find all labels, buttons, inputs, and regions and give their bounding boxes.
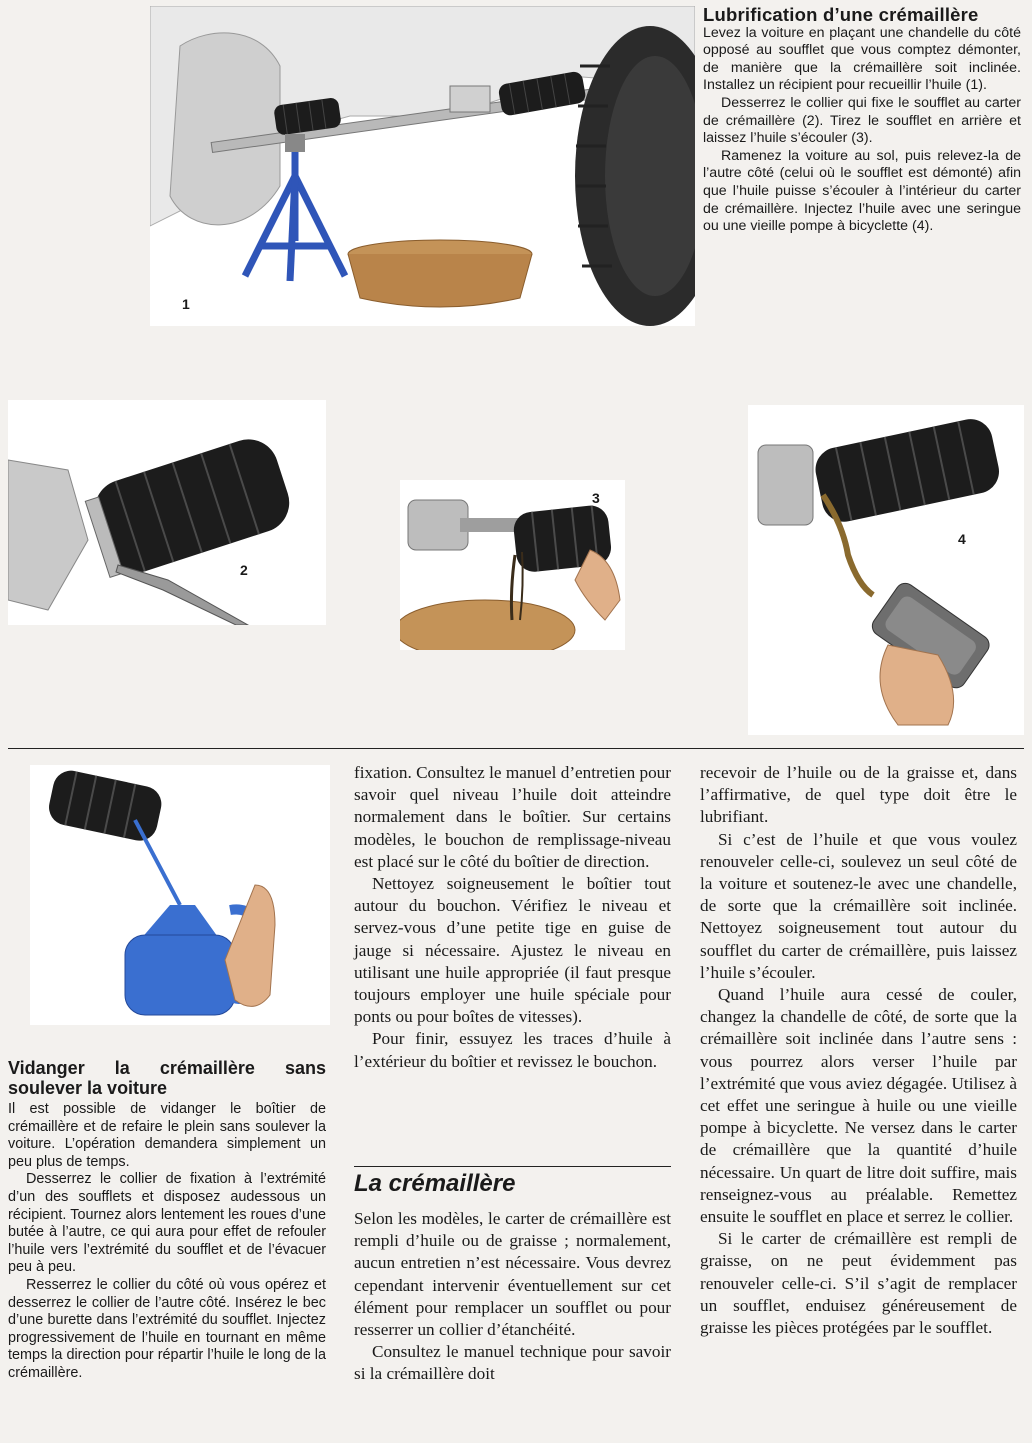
text-column-3 xyxy=(700,762,1017,1339)
paragraph: Il est possible de vidanger le boîtier de crémaillère et de refaire le plein sans soulever la voiture. L’opération demandera simplement un peu plus de temps. xyxy=(8,1101,326,1170)
cremaillere-section xyxy=(354,1208,671,1386)
paragraph: Levez la voiture en plaçant une chandelle du côté opposé au soufflet que vous comptez démonter, de manière que la crémaillère soit inclinée. Installez un récipient pour recueillir l’huile (1). xyxy=(703,24,1021,94)
illustration-car-on-stand xyxy=(150,6,695,326)
illustration-oil-can xyxy=(30,765,330,1025)
paragraph: Desserrez le collier de fixation à l’extrémité d’un des soufflets et disposez audessous un récipient. Tournez alors lentement les roues d’une butée à l’autre, ce qui aura pour effet de refouler l’huile vers l’extrémité du soufflet et de l’évacuer peu à peu. xyxy=(8,1171,326,1276)
text-column-2 xyxy=(354,762,671,1073)
figure-1 xyxy=(150,6,695,326)
paragraph: Si le carter de crémaillère est rempli de graisse, on ne peut évidemment pas renouveler celle-ci. S’il s’agit de remplacer un soufflet, enduisez généreusement de graisse les pièces protégées par le soufflet. xyxy=(700,1229,1017,1338)
section-divider xyxy=(8,748,1024,749)
paragraph: Consultez le manuel technique pour savoir si la crémaillère doit xyxy=(354,1342,671,1384)
paragraph: Pour finir, essuyez les traces d’huile à l’extérieur du boîtier et revissez le bouchon. xyxy=(354,1029,671,1071)
paragraph: Selon les modèles, le carter de crémaillère est rempli d’huile ou de graisse ; normalement, aucun entretien n’est nécessaire. Vous devrez cependant intervenir éventuellement sur cet élément pour remplacer un soufflet ou pour resserrer un collier d’étanchéité. xyxy=(354,1209,671,1340)
paragraph: Resserrez le collier du côté où vous opérez et desserrez le collier de l’autre côté. Insérez le bec d’une burette dans l’extrémité du soufflet. Injectez progressivement de l’huile en tournant en même temps la direction pour répartir l’huile le long de la crémaillère. xyxy=(8,1276,326,1381)
section-heading: Lubrification d’une crémaillère xyxy=(703,4,979,25)
paragraph: Si c’est de l’huile et que vous voulez renouveler celle-ci, soulevez un seul côté de la voiture et soutenez-le avec une chandelle, de sorte que la crémaillère soit inclinée. Nettoyez soigneusement tout autour du soufflet du carter de crémaillère, puis laissez l’huile s’écouler. xyxy=(700,829,1017,982)
section-heading: La crémaillère xyxy=(354,1170,516,1197)
figure-number: 4 xyxy=(958,531,966,547)
lubrication-section xyxy=(703,6,1021,236)
paragraph: Quand l’huile aura cessé de couler, changez la chandelle de côté, de sorte que la crémaillère soit inclinée dans l’autre sens : vous pourrez alors verser l’huile par l’extrémité que vous aviez dégagée. Utilisez à cet effet une seringue à huile ou une vieille pompe à bicyclette. Ne versez dans le carter de crémaillère que la quantité d’huile nécessaire. Un quart de litre doit suffire, mais renseignez-vous au préalable. Remettez ensuite le soufflet en place et serrez le collier. xyxy=(700,985,1017,1227)
section-rule xyxy=(354,1166,671,1167)
paragraph: recevoir de l’huile ou de la graisse et, dans l’affirmative, de quel type doit être le lubrifiant. xyxy=(700,763,1017,827)
illustration-oil-injection xyxy=(748,405,1024,735)
figure-4 xyxy=(748,405,1024,735)
figure-number: 1 xyxy=(182,296,190,312)
section-heading: Vidanger la crémaillère sans soulever la voiture xyxy=(8,1058,326,1098)
paragraph: Ramenez la voiture au sol, puis relevez-la de l’autre côté (celui où le soufflet est démonté) afin que l’huile puisse s’écouler à l’intérieur du carter de crémaillère. Injectez l’huile avec une seringue ou une vieille pompe à bicyclette (4). xyxy=(703,147,1021,235)
figure-number: 3 xyxy=(592,490,600,506)
illustration-collar-loosening xyxy=(8,400,326,625)
paragraph: fixation. Consultez le manuel d’entretien pour savoir quel niveau l’huile doit atteindre normalement dans le boîtier. Sur certains modèles, le bouchon de remplissage-niveau est placé sur le côté du boîtier de direction. xyxy=(354,763,671,871)
figure-2 xyxy=(8,400,326,625)
paragraph: Desserrez le collier qui fixe le soufflet au carter de crémaillère (2). Tirez le soufflet en arrière et laissez l’huile s’écouler (3). xyxy=(703,94,1021,147)
paragraph: Nettoyez soigneusement le boîtier tout autour du bouchon. Vérifiez le niveau et servez-vous d’une petite tige en guise de jauge si nécessaire. Ajustez le niveau en utilisant une huile appropriée (il faut presque toujours employer une huile spéciale pour ponts ou pour boîtes de vitesses). xyxy=(354,874,671,1027)
figure-3 xyxy=(400,480,625,650)
figure-number: 2 xyxy=(240,562,248,578)
figure-5 xyxy=(30,765,330,1025)
vidanger-section xyxy=(8,1058,326,1383)
